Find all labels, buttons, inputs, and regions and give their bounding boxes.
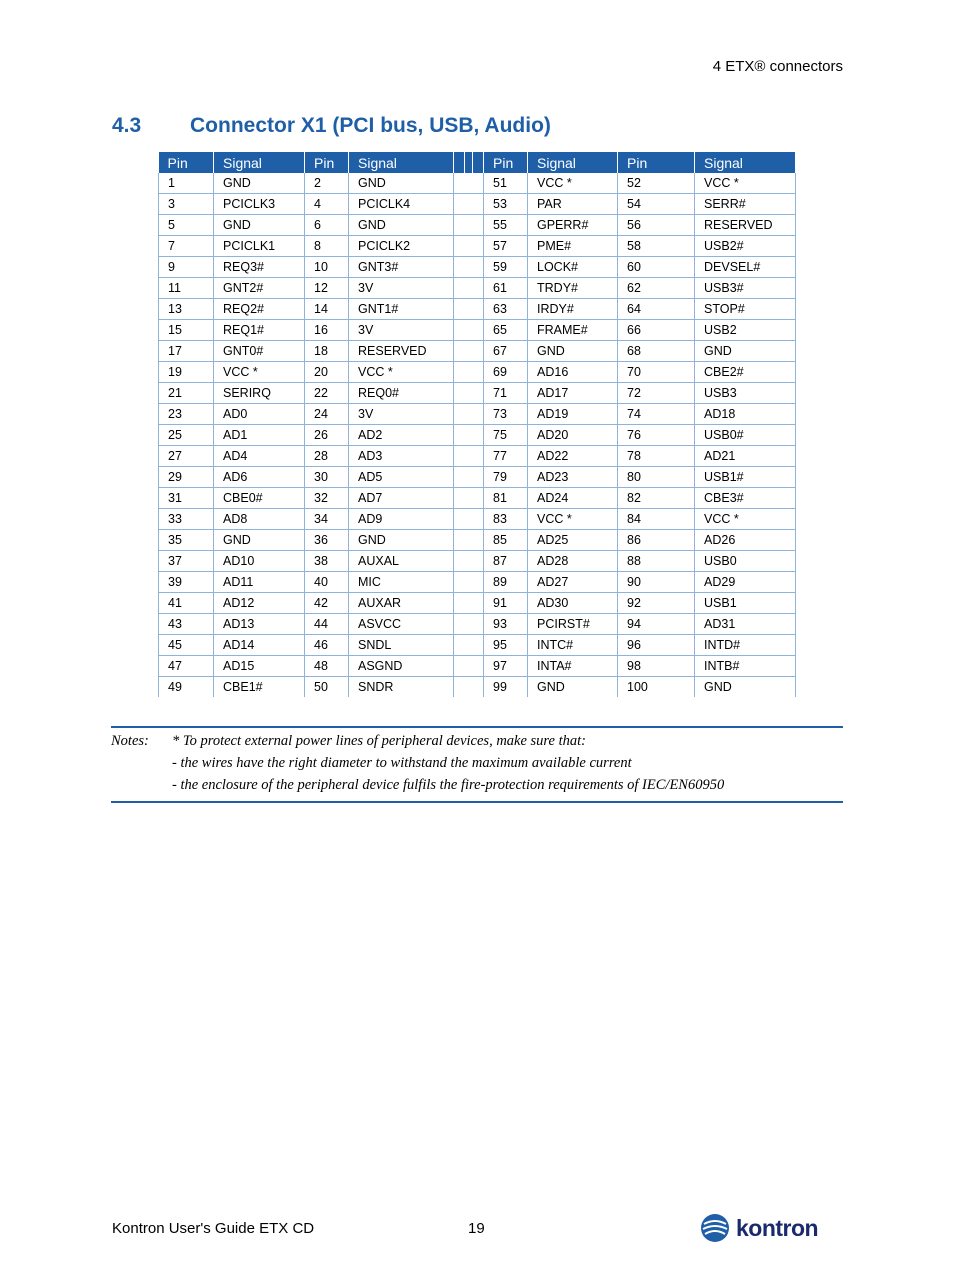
header-signal: Signal [528,152,618,173]
signal-cell: AD25 [528,530,618,551]
table-spacer-cell [454,362,484,383]
signal-cell: VCC * [214,362,305,383]
pin-cell: 89 [484,572,528,593]
table-row [159,320,796,341]
note-text: - the wires have the right diameter to withstand the maximum available current [172,755,632,771]
signal-cell: AD18 [695,404,796,425]
pin-cell: 36 [305,530,349,551]
table-spacer-cell [454,236,484,257]
signal-cell: AUXAL [349,551,454,572]
pin-cell: 97 [484,656,528,677]
signal-cell: INTD# [695,635,796,656]
signal-cell: ASGND [349,656,454,677]
header-pin: Pin [618,152,695,173]
signal-cell: INTB# [695,656,796,677]
pin-cell: 51 [484,173,528,194]
pin-cell: 95 [484,635,528,656]
header-spacer [454,152,484,173]
pin-cell: 74 [618,404,695,425]
table-spacer-cell [454,488,484,509]
signal-cell: USB0 [695,551,796,572]
pin-cell: 16 [305,320,349,341]
table-row [159,572,796,593]
pin-cell: 38 [305,551,349,572]
pin-cell: 35 [159,530,214,551]
pin-cell: 98 [618,656,695,677]
pin-cell: 69 [484,362,528,383]
signal-cell: AD28 [528,551,618,572]
table-row [159,425,796,446]
pin-cell: 67 [484,341,528,362]
pin-cell: 76 [618,425,695,446]
signal-cell: GPERR# [528,215,618,236]
signal-cell: USB0# [695,425,796,446]
pin-cell: 80 [618,467,695,488]
pin-cell: 100 [618,677,695,698]
table-spacer-cell [454,215,484,236]
pin-cell: 5 [159,215,214,236]
pin-cell: 13 [159,299,214,320]
table-spacer-cell [454,614,484,635]
signal-cell: AD3 [349,446,454,467]
table-spacer-cell [454,551,484,572]
signal-cell: AUXAR [349,593,454,614]
pin-cell: 40 [305,572,349,593]
pin-cell: 11 [159,278,214,299]
signal-cell: GNT3# [349,257,454,278]
signal-cell: CBE1# [214,677,305,698]
pin-cell: 22 [305,383,349,404]
note-line [111,730,843,752]
table-row [159,488,796,509]
pin-cell: 44 [305,614,349,635]
signal-cell: AD0 [214,404,305,425]
pin-cell: 19 [159,362,214,383]
notes-label: Notes: [111,733,149,749]
signal-cell: LOCK# [528,257,618,278]
pin-cell: 78 [618,446,695,467]
signal-cell: REQ2# [214,299,305,320]
pin-cell: 88 [618,551,695,572]
pin-cell: 70 [618,362,695,383]
table-spacer-cell [454,341,484,362]
footer-title: Kontron User's Guide ETX CD [112,1220,315,1237]
signal-cell: CBE2# [695,362,796,383]
signal-cell: GND [528,341,618,362]
signal-cell: AD2 [349,425,454,446]
signal-cell: 3V [349,320,454,341]
pin-cell: 64 [618,299,695,320]
signal-cell: AD14 [214,635,305,656]
pin-cell: 39 [159,572,214,593]
table-spacer-cell [454,446,484,467]
signal-cell: GNT1# [349,299,454,320]
pin-cell: 93 [484,614,528,635]
signal-cell: SNDR [349,677,454,698]
signal-cell: AD29 [695,572,796,593]
signal-cell: AD20 [528,425,618,446]
signal-cell: STOP# [695,299,796,320]
table-spacer-cell [454,278,484,299]
note-line [111,752,843,774]
signal-cell: AD24 [528,488,618,509]
signal-cell: VCC * [528,173,618,194]
kontron-logo [700,1213,818,1243]
signal-cell: VCC * [695,509,796,530]
table-spacer-cell [454,509,484,530]
signal-cell: AD10 [214,551,305,572]
note-text: * To protect external power lines of peripheral devices, make sure that: [172,733,586,749]
signal-cell: AD31 [695,614,796,635]
pin-cell: 71 [484,383,528,404]
notes-box [111,726,843,803]
signal-cell: AD12 [214,593,305,614]
table-row [159,362,796,383]
signal-cell: INTA# [528,656,618,677]
pin-cell: 2 [305,173,349,194]
signal-cell: MIC [349,572,454,593]
pin-cell: 10 [305,257,349,278]
pin-cell: 25 [159,425,214,446]
pin-cell: 81 [484,488,528,509]
table-spacer-cell [454,194,484,215]
pin-cell: 53 [484,194,528,215]
signal-cell: AD22 [528,446,618,467]
table-row [159,509,796,530]
section-title: Connector X1 (PCI bus, USB, Audio) [190,114,551,137]
signal-cell: AD21 [695,446,796,467]
pin-cell: 62 [618,278,695,299]
signal-cell: PCICLK3 [214,194,305,215]
pin-cell: 20 [305,362,349,383]
pin-cell: 17 [159,341,214,362]
signal-cell: FRAME# [528,320,618,341]
pin-cell: 50 [305,677,349,698]
pin-cell: 58 [618,236,695,257]
pin-cell: 61 [484,278,528,299]
table-spacer-cell [454,404,484,425]
pin-cell: 91 [484,593,528,614]
table-row [159,236,796,257]
pin-cell: 56 [618,215,695,236]
table-row [159,257,796,278]
pin-cell: 26 [305,425,349,446]
signal-cell: GND [695,677,796,698]
signal-cell: PCIRST# [528,614,618,635]
table-header-row [159,152,796,173]
logo-globe-icon [700,1213,730,1243]
signal-cell: AD19 [528,404,618,425]
signal-cell: AD5 [349,467,454,488]
signal-cell: VCC * [695,173,796,194]
signal-cell: PAR [528,194,618,215]
signal-cell: AD27 [528,572,618,593]
table-row [159,614,796,635]
pin-cell: 79 [484,467,528,488]
signal-cell: VCC * [349,362,454,383]
header-signal: Signal [349,152,454,173]
table-spacer-cell [454,677,484,698]
signal-cell: AD7 [349,488,454,509]
pin-cell: 31 [159,488,214,509]
pin-cell: 15 [159,320,214,341]
pin-cell: 12 [305,278,349,299]
header-signal: Signal [695,152,796,173]
signal-cell: GNT2# [214,278,305,299]
pin-cell: 8 [305,236,349,257]
pin-cell: 14 [305,299,349,320]
pin-cell: 92 [618,593,695,614]
signal-cell: GND [214,173,305,194]
signal-cell: RESERVED [349,341,454,362]
table-spacer-cell [454,257,484,278]
signal-cell: REQ0# [349,383,454,404]
pin-cell: 29 [159,467,214,488]
pin-cell: 96 [618,635,695,656]
table-spacer-cell [454,593,484,614]
table-row [159,173,796,194]
table-row [159,593,796,614]
pin-cell: 18 [305,341,349,362]
pin-cell: 30 [305,467,349,488]
table-body [159,173,796,697]
section-number: 4.3 [112,114,142,137]
signal-cell: 3V [349,404,454,425]
pin-cell: 65 [484,320,528,341]
table-spacer-cell [454,320,484,341]
table-row [159,215,796,236]
pin-cell: 57 [484,236,528,257]
signal-cell: AD15 [214,656,305,677]
note-line [111,774,843,796]
pin-cell: 66 [618,320,695,341]
signal-cell: SERR# [695,194,796,215]
note-text: - the enclosure of the peripheral device fulfils the fire-protection requirements of IEC/EN60950 [172,777,725,793]
table-spacer-cell [454,173,484,194]
table-spacer-cell [454,572,484,593]
pin-cell: 73 [484,404,528,425]
signal-cell: GND [349,215,454,236]
signal-cell: USB2 [695,320,796,341]
pin-cell: 49 [159,677,214,698]
pin-cell: 3 [159,194,214,215]
pin-cell: 41 [159,593,214,614]
pin-cell: 6 [305,215,349,236]
signal-cell: DEVSEL# [695,257,796,278]
signal-cell: REQ3# [214,257,305,278]
table-spacer-cell [454,467,484,488]
header-pin: Pin [484,152,528,173]
chapter-header: 4 ETX® connectors [712,58,843,75]
signal-cell: AD1 [214,425,305,446]
table-spacer-cell [454,425,484,446]
table-row [159,635,796,656]
signal-cell: AD16 [528,362,618,383]
pin-cell: 48 [305,656,349,677]
table-row [159,278,796,299]
signal-cell: AD13 [214,614,305,635]
signal-cell: 3V [349,278,454,299]
pin-cell: 34 [305,509,349,530]
signal-cell: RESERVED [695,215,796,236]
logo-wordmark: kontron [736,1214,819,1241]
signal-cell: AD30 [528,593,618,614]
pin-cell: 85 [484,530,528,551]
pin-cell: 28 [305,446,349,467]
pin-cell: 47 [159,656,214,677]
table-row [159,404,796,425]
table-row [159,530,796,551]
signal-cell: AD9 [349,509,454,530]
pin-cell: 94 [618,614,695,635]
pin-cell: 33 [159,509,214,530]
pin-cell: 43 [159,614,214,635]
pin-cell: 52 [618,173,695,194]
pin-cell: 83 [484,509,528,530]
signal-cell: GND [349,173,454,194]
table-spacer-cell [454,383,484,404]
pin-cell: 23 [159,404,214,425]
pin-cell: 55 [484,215,528,236]
table-row [159,467,796,488]
signal-cell: USB1# [695,467,796,488]
header-pin: Pin [305,152,349,173]
signal-cell: GND [695,341,796,362]
pin-cell: 72 [618,383,695,404]
pin-cell: 77 [484,446,528,467]
signal-cell: SERIRQ [214,383,305,404]
pin-cell: 4 [305,194,349,215]
signal-cell: TRDY# [528,278,618,299]
signal-cell: CBE3# [695,488,796,509]
signal-cell: IRDY# [528,299,618,320]
signal-cell: GNT0# [214,341,305,362]
table-spacer-cell [454,656,484,677]
signal-cell: PME# [528,236,618,257]
pin-cell: 99 [484,677,528,698]
pin-cell: 7 [159,236,214,257]
signal-cell: USB3# [695,278,796,299]
pin-cell: 9 [159,257,214,278]
signal-cell: CBE0# [214,488,305,509]
signal-cell: REQ1# [214,320,305,341]
table-row [159,551,796,572]
signal-cell: AD17 [528,383,618,404]
pin-cell: 84 [618,509,695,530]
table-row [159,299,796,320]
table-row [159,341,796,362]
table-spacer-cell [454,530,484,551]
pin-cell: 32 [305,488,349,509]
pin-cell: 21 [159,383,214,404]
table-row [159,446,796,467]
pin-cell: 54 [618,194,695,215]
signal-cell: PCICLK4 [349,194,454,215]
signal-cell: AD6 [214,467,305,488]
signal-cell: GND [528,677,618,698]
pin-cell: 63 [484,299,528,320]
section-heading [112,114,551,138]
signal-cell: USB2# [695,236,796,257]
table-row [159,383,796,404]
table-row [159,677,796,698]
pin-cell: 1 [159,173,214,194]
signal-cell: AD4 [214,446,305,467]
signal-cell: ASVCC [349,614,454,635]
pin-cell: 46 [305,635,349,656]
signal-cell: INTC# [528,635,618,656]
signal-cell: GND [214,530,305,551]
signal-cell: VCC * [528,509,618,530]
header-pin: Pin [159,152,214,173]
signal-cell: SNDL [349,635,454,656]
signal-cell: USB1 [695,593,796,614]
pin-cell: 37 [159,551,214,572]
table-spacer-cell [454,299,484,320]
signal-cell: AD11 [214,572,305,593]
pin-cell: 68 [618,341,695,362]
signal-cell: USB3 [695,383,796,404]
pin-cell: 87 [484,551,528,572]
signal-cell: GND [349,530,454,551]
pin-cell: 24 [305,404,349,425]
pin-cell: 42 [305,593,349,614]
pin-cell: 45 [159,635,214,656]
signal-cell: AD23 [528,467,618,488]
pin-cell: 27 [159,446,214,467]
pin-cell: 90 [618,572,695,593]
pin-cell: 82 [618,488,695,509]
signal-cell: PCICLK1 [214,236,305,257]
signal-cell: AD8 [214,509,305,530]
pin-cell: 60 [618,257,695,278]
signal-cell: AD26 [695,530,796,551]
pin-cell: 59 [484,257,528,278]
table-row [159,656,796,677]
table-row [159,194,796,215]
header-signal: Signal [214,152,305,173]
signal-cell: PCICLK2 [349,236,454,257]
page-number: 19 [468,1220,485,1237]
pin-table [158,152,796,697]
pin-cell: 86 [618,530,695,551]
signal-cell: GND [214,215,305,236]
pin-cell: 75 [484,425,528,446]
table-spacer-cell [454,635,484,656]
